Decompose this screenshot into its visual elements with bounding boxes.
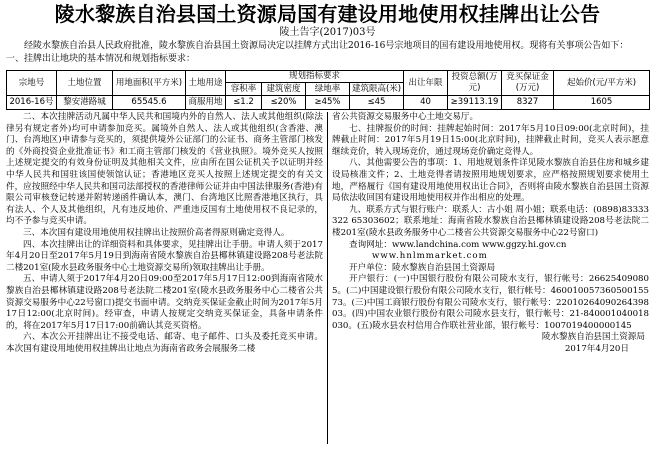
right-column (332, 112, 649, 355)
header-density: 建筑密度 (262, 83, 306, 96)
column-divider (327, 112, 328, 444)
header-height: 建筑限高(米) (350, 83, 404, 96)
issue-date: 2017年4月20日 (564, 343, 629, 354)
cell-density: ≤20% (262, 96, 306, 110)
account-unit: 开户单位：陵水黎族自治县国土资源局 (349, 262, 496, 273)
section-4-materials: 四、本次挂牌出让的详细资料和具体要求，见挂牌出让手册。申请人须于2017年4月20日至2017年5月19日到海南省陵水黎族自治县椰林镇建设路208号老法院二楼201室(陵水县政务服务中心土地资源交易所)领取挂牌出让手册。 (6, 239, 323, 273)
header-use: 土地用途 (186, 71, 226, 96)
header-years: 出让年限 (404, 71, 448, 96)
intro-paragraph: 经陵水黎族自治县人民政府批准，陵水黎族自治县国土资源局决定以挂牌方式出让2016-16号宗地项目的国有建设用地使用权。现将有关事项公告如下： (24, 41, 629, 51)
notice-title: 陵水黎族自治县国土资源局国有建设用地使用权挂牌出让公告 (54, 2, 601, 26)
section-6-venue: 六、本次公开挂牌出让不接受电话、邮寄、电子邮件、口头及委托竞买申请。本次国有建设用地使用权挂牌出让地点为海南省政务会展服务二楼 (6, 332, 323, 354)
cell-use: 商服用地 (186, 96, 226, 110)
query-website-link[interactable]: www.hnlmmarket.com (372, 251, 488, 262)
header-far: 容积率 (226, 83, 262, 96)
parcel-table (6, 70, 650, 110)
header-planning: 规划指标要求 (226, 71, 404, 83)
section-8-other-matters: 八、其他需要公告的事项：1、用地规划条件详见陵水黎族自治县住房和城乡建设局核准文件；2、土地竞得者请按照用地规划要求，应严格按照规划要求使用土地，严格履行《国有建设用地使用权出让合同》，否则将由陵水黎族自治县国土资源局依法收回国有建设用地使用权并作出相应的处理。 (332, 158, 649, 204)
table-row (7, 96, 650, 110)
left-column (6, 112, 323, 355)
header-location: 土地位置 (57, 71, 113, 96)
header-parcel: 宗地号 (7, 71, 57, 96)
header-green: 绿地率 (306, 83, 350, 96)
cell-years: 40 (404, 96, 448, 110)
section-3-principle: 三、本次国有建设用地使用权挂牌出让按照价高者得原则确定竞得人。 (23, 227, 290, 238)
header-deposit: 竞买保证金(万元) (502, 71, 554, 96)
header-start-price: 起始价(元/平方米) (554, 71, 650, 96)
cell-area: 65545.6 (113, 96, 186, 110)
section-6-venue-cont: 省公共资源交易服务中心土地交易厅。 (332, 112, 479, 122)
cell-parcel: 2016-16号 (7, 96, 57, 110)
bank-accounts: 开户银行：(一)中国银行股份有限公司陵水支行，银行帐号：266254090805。(二)中国建设银行股份有限公司陵水支行，银行帐号：46001005736050015573。(三)中国工商银行股份有限公司陵水支行，银行帐号：2201026409026439803。(四)中国农业银行股份有限公司陵水县支行，银行帐号：21-840001040018030。(五)陵水县农村信用合作联社营业部，银行帐号：1007019400000145 (332, 274, 649, 331)
cell-deposit: 8327 (502, 96, 554, 110)
cell-start-price: 1605 (554, 96, 650, 110)
section-9-contact: 九、联系方式与银行账户：联系人：古小姐 周小姐；联系电话：(0898)83333322 65303602；联系地址：海南省陵水黎族自治县椰林镇建设路208号老法院二楼201室(陵水县政务服务中心二楼省公共资源交易服务中心22号窗口) (332, 204, 649, 238)
issuer-signature: 陵水黎族自治县国土资源局 (541, 332, 645, 343)
header-area: 用地面积(平方米) (113, 71, 186, 96)
header-invest: 投资总额(万元) (448, 71, 502, 96)
cell-green: ≥45% (306, 96, 350, 110)
document-number: 陵土告字(2017)03号 (279, 27, 376, 38)
section-2-eligibility: 二、本次挂牌活动凡属中华人民共和国境内外的自然人、法人或其他组织(除法律另有规定者外)均可申请参加竞买。属境外自然人、法人或其他组织(含香港、澳门、台湾地区)申请参与竞买的，须提供境外公证部门的公证书、商务主管部门核发的《外商投资企业批准证书》和工商主管部门核发的《营业执照》。境外竞买人按照上述规定提交的有效身份证明及其他相关文件，应由所在国公证机关予以证明并经中华人民共和国驻该国使领馆认证；香港地区竞买人按照上述规定提交的有关文件，应按照经中华人民共和国司法部授权的香港律师公证并由中国法律服务(香港)有限公司审核登记转递并附转递函件确认本，澳门、台湾地区比照香港地区执行，具有法人、个人及其他组织，凡有违反地价、严重违反国有土地使用权不良记录的，均不予参与竞买申请。 (6, 112, 323, 227)
query-websites[interactable]: 查询网址：www.landchina.com www.ggzy.hi.gov.cn (349, 239, 567, 250)
cell-invest: ≥39113.19 (448, 96, 502, 110)
section-7-bidding-time: 七、挂牌报价的时间：挂牌起始时间：2017年5月10日09:00(北京时间)，挂牌截止时间：2017年5月19日15:00(北京时间)，挂牌截止时间，竞买人表示愿意继续竞价，转入现场竞价，通过现场竞价确定竞得人。 (332, 123, 649, 157)
table-caption: 一、挂牌出让地块的基本情况和规划指标要求： (6, 54, 196, 64)
cell-height: ≤45 (350, 96, 404, 110)
cell-location: 黎安港路城 (57, 96, 113, 110)
section-5-application: 五、申请人须于2017年4月20日09:00至2017年5月17日12:00到海南省陵水黎族自治县椰林镇建设路208号老法院二楼201室(陵水县政务服务中心二楼省公共资源交易服务中心22号窗口)提交书面申请。交纳竞买保证金截止时间为2017年5月17日12:00(北京时间)。经审查，申请人按规定交纳竞买保证金，具备申请条件的，将在2017年5月17日17:00前确认其竞买资格。 (6, 274, 323, 331)
cell-far: ≤1.2 (226, 96, 262, 110)
